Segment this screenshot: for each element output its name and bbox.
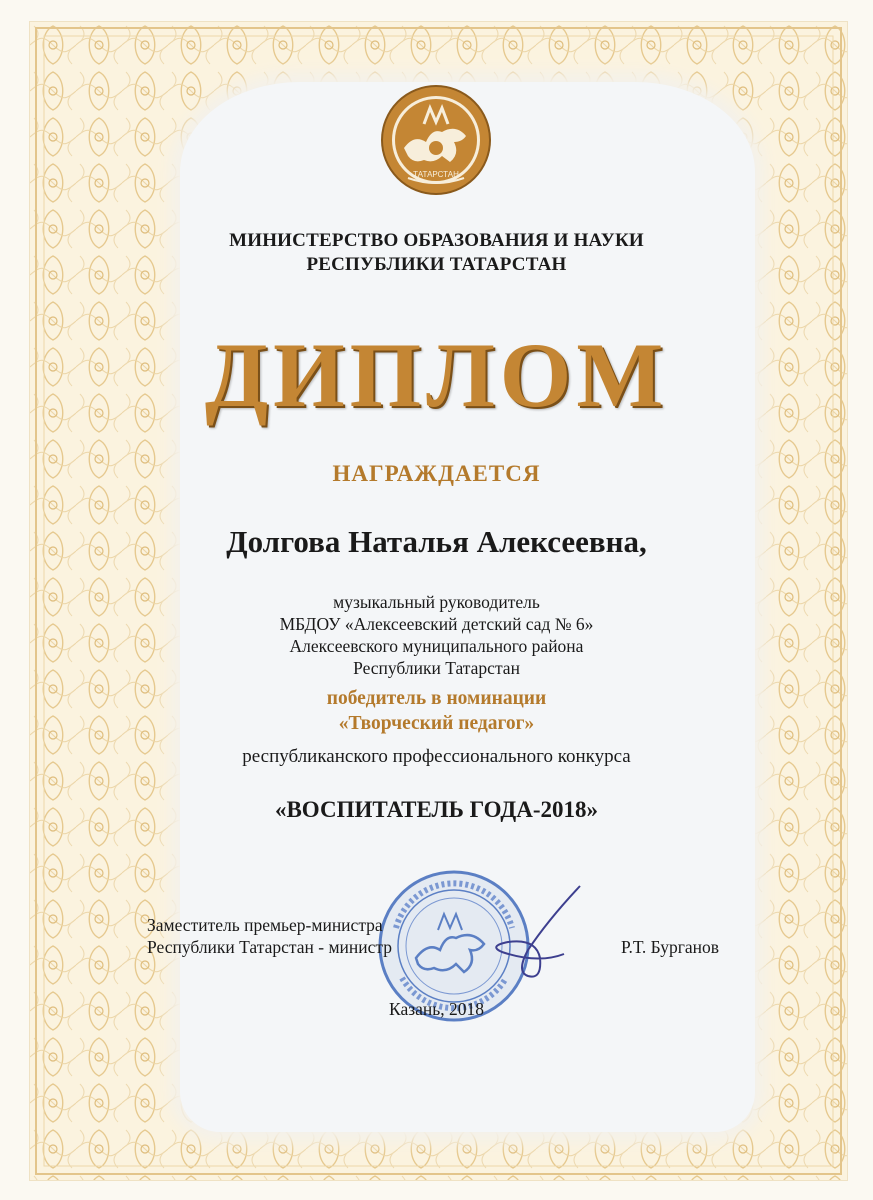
tatarstan-emblem-icon: [380, 84, 492, 196]
diploma-title: ДИПЛОМ: [204, 324, 669, 426]
signature-mark: [468, 880, 588, 990]
recipient-position: музыкальный руководитель: [333, 592, 540, 612]
place-date: Казань, 2018: [389, 999, 484, 1019]
ministry-line-2: РЕСПУБЛИКИ ТАТАРСТАН: [306, 254, 567, 275]
recipient-organization: МБДОУ «Алексеевский детский сад № 6»: [279, 614, 594, 634]
nomination-line-1: победитель в номинации: [326, 688, 547, 709]
signer-role-line-1: Заместитель премьер-министра: [147, 915, 383, 935]
signer-role-line-2: Республики Татарстан - министр: [147, 937, 392, 957]
signer-name: Р.Т. Бурганов: [621, 937, 720, 957]
contest-line: республиканского профессионального конкурса: [242, 746, 631, 767]
awarded-heading: НАГРАЖДАЕТСЯ: [332, 461, 541, 486]
recipient-district: Алексеевского муниципального района: [289, 636, 584, 656]
ministry-line-1: МИНИСТЕРСТВО ОБРАЗОВАНИЯ И НАУКИ: [229, 230, 644, 251]
recipient-name: Долгова Наталья Алексеевна,: [226, 524, 647, 559]
emblem-label: ТАТАРСТАН: [413, 170, 459, 179]
nomination-title: «Творческий педагог»: [338, 713, 535, 734]
recipient-region: Республики Татарстан: [353, 658, 520, 678]
contest-title: «ВОСПИТАТЕЛЬ ГОДА-2018»: [274, 797, 599, 822]
